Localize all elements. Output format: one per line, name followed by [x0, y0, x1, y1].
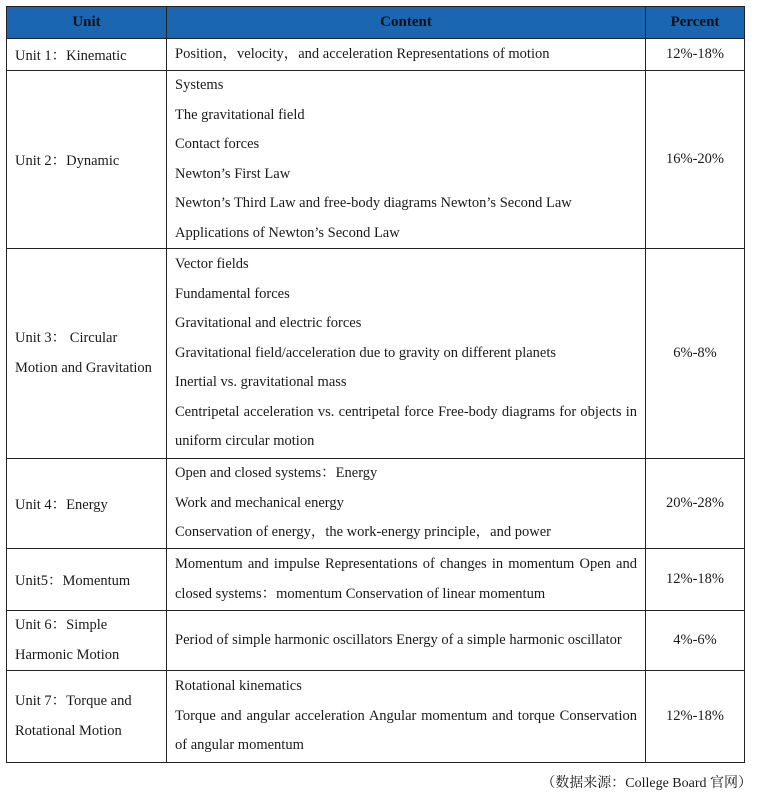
table-row [7, 39, 745, 71]
source-note: （数据来源：College Board 官网） [541, 776, 752, 791]
content-line: Fundamental forces [175, 285, 290, 302]
percent-cell: 4%-6% [646, 611, 745, 671]
table-row [7, 549, 745, 611]
content-line: Momentum and impulse Representations of changes in momentum Open and closed systems：momentum Conservation of linear momentum [175, 556, 637, 602]
content-line: Conservation of energy，the work-energy principle，and power [175, 524, 551, 541]
table-header [7, 7, 745, 39]
content-cell [167, 39, 646, 71]
content-line: Newton’s First Law [175, 165, 291, 182]
percent-cell: 12%-18% [646, 549, 745, 611]
unit-cell: Unit 2：Dynamic [7, 71, 167, 249]
content-cell [167, 671, 646, 763]
unit-cell: Unit 1：Kinematic [7, 39, 167, 71]
percent-cell: 12%-18% [646, 671, 745, 763]
content-line: Inertial vs. gravitational mass [175, 374, 347, 391]
content-line: Vector fields [175, 256, 249, 273]
content-line: Gravitational and electric forces [175, 315, 362, 332]
content-line: Torque and angular acceleration Angular momentum and torque Conservation of angular momentum [175, 707, 637, 754]
content-cell [167, 249, 646, 459]
content-line: Centripetal acceleration vs. centripetal force Free-body diagrams for objects in uniform circular motion [175, 403, 637, 450]
units-table [6, 6, 745, 763]
unit-cell: Unit 3： Circular Motion and Gravitation [7, 249, 167, 459]
content-line: Systems [175, 77, 224, 93]
percent-cell: 20%-28% [646, 459, 745, 549]
header-unit: Unit [7, 7, 167, 39]
unit-cell: Unit5：Momentum [7, 549, 167, 611]
content-line: Applications of Newton’s Second Law [175, 224, 400, 241]
content-line: The gravitational field [175, 106, 305, 123]
percent-cell: 6%-8% [646, 249, 745, 459]
content-line: Gravitational field/acceleration due to gravity on different planets [175, 344, 557, 361]
content-cell [167, 549, 646, 611]
content-line: Open and closed systems：Energy [175, 465, 378, 482]
content-line: Work and mechanical energy [175, 494, 344, 511]
percent-cell: 16%-20% [646, 71, 745, 249]
content-line: Newton’s Third Law and free-body diagrams Newton’s Second Law [175, 195, 572, 211]
unit-cell: Unit 4：Energy [7, 459, 167, 549]
table-row [7, 611, 745, 671]
table-row [7, 71, 745, 249]
content-cell [167, 71, 646, 249]
unit-cell: Unit 7：Torque and Rotational Motion [7, 671, 167, 763]
unit-cell: Unit 6：Simple Harmonic Motion [7, 611, 167, 671]
table-row [7, 249, 745, 459]
table-row [7, 671, 745, 763]
content-line: Rotational kinematics [175, 678, 302, 695]
content-cell [167, 459, 646, 549]
header-percent: Percent [646, 7, 745, 39]
percent-cell: 12%-18% [646, 39, 745, 71]
content-line: Period of simple harmonic oscillators Energy of a simple harmonic oscillator [175, 631, 622, 648]
header-content: Content [167, 7, 646, 39]
content-line: Contact forces [175, 136, 260, 152]
content-line: Position，velocity，and acceleration Representations of motion [175, 45, 550, 62]
content-cell [167, 611, 646, 671]
table-row [7, 459, 745, 549]
